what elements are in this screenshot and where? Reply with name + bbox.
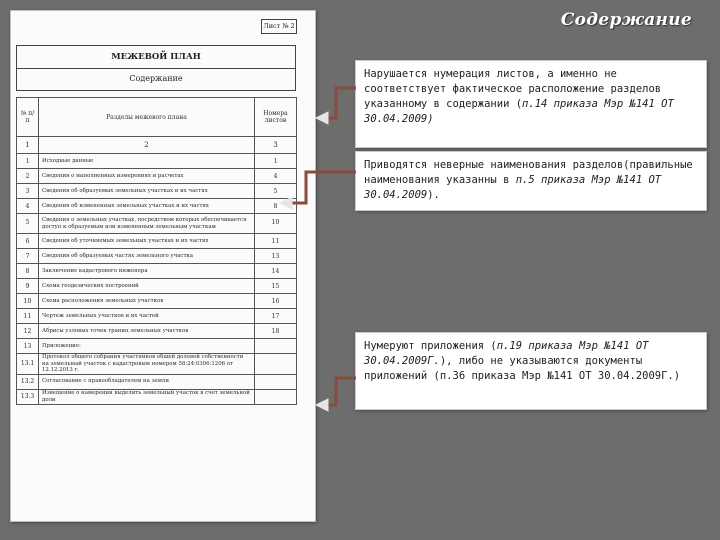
row-pages: 11 (255, 234, 297, 249)
arrow-left-icon (280, 197, 292, 209)
number-cell: 3 (255, 137, 297, 154)
row-number: 1 (17, 154, 39, 169)
row-pages: 17 (255, 309, 297, 324)
row-section-name: Чертеж земельных участков и их частей (39, 309, 255, 324)
callout-reference: п.14 приказа Мэр №141 ОТ 30.04.2009) (364, 98, 674, 125)
row-pages: 10 (255, 214, 297, 234)
row-pages: 16 (255, 294, 297, 309)
row-section-name: Извещение о намерении выделить земельный участок в счет земельной доли (39, 389, 255, 404)
row-number: 13 (17, 339, 39, 354)
section-title: Содержание (16, 68, 296, 91)
callout-reference: п.19 приказа Мэр №141 ОТ 30.04.2009Г. (364, 340, 649, 367)
row-section-name: Сведения о выполненных измерениях и расчетах (39, 169, 255, 184)
callout-tail: ). (427, 189, 440, 201)
row-section-name: Протокол общего собрания участников общей долевой собственности на земельный участок с кадастровым номером 58:24:0306:1206 от 12.12.2013 г. (39, 354, 255, 375)
row-section-name: Сведения об уточняемых земельных участках и их частях (39, 234, 255, 249)
arrow-left-icon (316, 399, 328, 411)
row-pages: 8 (255, 199, 297, 214)
callout-text: Нумеруют приложения ( (364, 340, 497, 352)
row-section-name: Схема расположения земельных участков (39, 294, 255, 309)
row-number: 9 (17, 279, 39, 294)
row-section-name: Заключение кадастрового инженера (39, 264, 255, 279)
row-section-name: Исходные данные (39, 154, 255, 169)
row-number: 8 (17, 264, 39, 279)
arrow-left-icon (316, 112, 328, 124)
row-number: 11 (17, 309, 39, 324)
connector-3 (326, 378, 356, 405)
connector-2 (290, 172, 356, 203)
callout-tail: ), либо не указываются документы приложений (п.36 приказа Мэр №141 ОТ 30.04.2009Г.) (364, 355, 681, 382)
row-section-name: Схема геодезических построений (39, 279, 255, 294)
connector-1 (326, 88, 356, 118)
row-section-name: Сведения об образуемых частях земельного участка (39, 249, 255, 264)
row-pages: 5 (255, 184, 297, 199)
arrowheads (280, 112, 328, 411)
row-section-name: Приложение: (39, 339, 255, 354)
row-number: 12 (17, 324, 39, 339)
row-section-name: Согласование с правообладателем на земли (39, 374, 255, 389)
row-number: 7 (17, 249, 39, 264)
row-pages: 15 (255, 279, 297, 294)
row-number: 13.2 (17, 374, 39, 389)
row-number: 4 (17, 199, 39, 214)
row-number: 13.1 (17, 354, 39, 375)
row-number: 10 (17, 294, 39, 309)
number-cell: 1 (17, 137, 39, 154)
plan-title: МЕЖЕВОЙ ПЛАН (16, 45, 296, 69)
callout-reference: п.5 приказа Мэр №141 ОТ 30.04.2009 (364, 174, 662, 201)
row-pages: 14 (255, 264, 297, 279)
row-section-name: Сведения о земельных участках, посредством которых обеспечивается доступ к образуемым или измененным земельным участкам (39, 214, 255, 234)
row-section-name: Сведения об образуемых земельных участках и их частях (39, 184, 255, 199)
col-header-pages: Номера листов (255, 98, 297, 137)
row-pages: 18 (255, 324, 297, 339)
row-pages: 13 (255, 249, 297, 264)
row-number: 2 (17, 169, 39, 184)
callout-text: Приводятся неверные наименования разделов(правильные наименования указанны в (364, 159, 693, 186)
row-pages: 4 (255, 169, 297, 184)
row-number: 13.3 (17, 389, 39, 404)
connector-lines (290, 88, 356, 405)
row-section-name: Сведения об измененных земельных участках и их частях (39, 199, 255, 214)
row-number: 5 (17, 214, 39, 234)
row-number: 3 (17, 184, 39, 199)
row-number: 6 (17, 234, 39, 249)
row-pages: 1 (255, 154, 297, 169)
slide-title: Содержание (560, 10, 692, 30)
col-header-sections: Разделы межевого плана (39, 98, 255, 137)
sheet-label: Лист № 2 (261, 19, 297, 34)
row-section-name: Абрисы узловых точек границ земельных участков (39, 324, 255, 339)
col-header-number: № п/п (17, 98, 39, 137)
number-cell: 2 (39, 137, 255, 154)
callout-text: Нарушается нумерация листов, а именно не соответствует фактическое расположение разделов указанному в содержании ( (364, 68, 662, 110)
